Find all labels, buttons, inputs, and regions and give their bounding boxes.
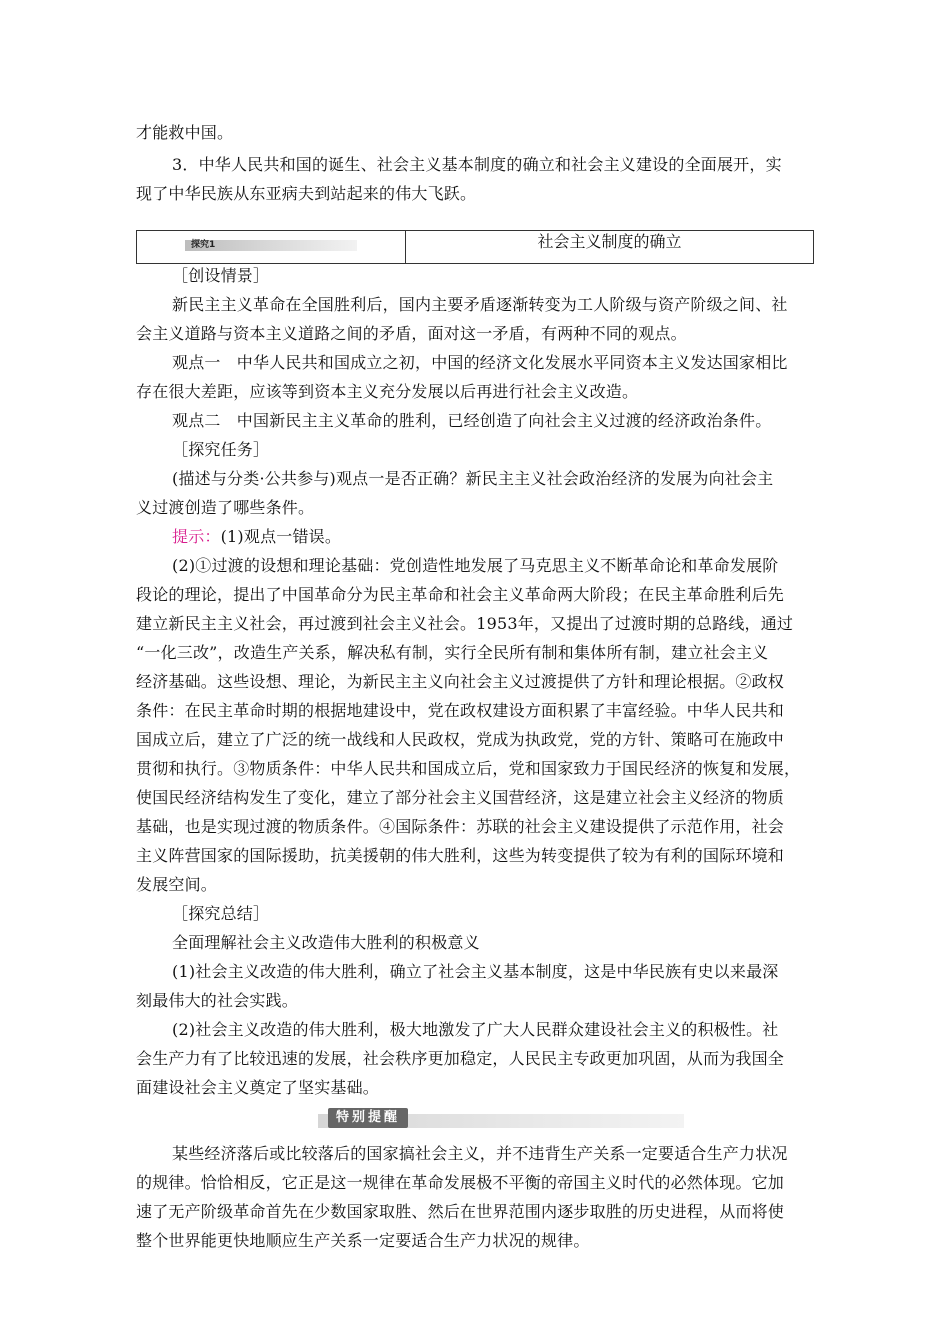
special-reminder-banner <box>318 1108 684 1132</box>
text-line: 义过渡创造了哪些条件。 <box>136 498 315 517</box>
section-title: 社会主义制度的确立 <box>537 232 682 251</box>
text-line: 会主义道路与资本主义道路之间的矛盾，面对这一矛盾，有两种不同的观点。 <box>136 324 687 343</box>
text-line: “一化三改”，改造生产关系，解决私有制，实行全民所有制和集体所有制，建立社会主义 <box>136 643 769 662</box>
text-line: 现了中华民族从东亚病夫到站起来的伟大飞跃。 <box>136 184 477 203</box>
text-line: 刻最伟大的社会实践。 <box>136 991 299 1010</box>
text-line: (1)社会主义改造的伟大胜利，确立了社会主义基本制度，这是中华民族有史以来最深 <box>172 962 779 981</box>
section-badge <box>185 240 357 251</box>
hint-label: 提示： <box>172 527 221 546</box>
text-line: 条件：在民主革命时期的根据地建设中，党在政权建设方面积累了丰富经验。中华人民共和 <box>136 701 785 720</box>
heading-scenario: ［创设情景］ <box>172 266 270 285</box>
text-line: 3．中华人民共和国的诞生、社会主义基本制度的确立和社会主义建设的全面展开，实 <box>172 155 782 174</box>
text-line: 存在很大差距，应该等到资本主义充分发展以后再进行社会主义改造。 <box>136 382 639 401</box>
hint-line <box>172 527 852 547</box>
heading-task: ［探究任务］ <box>172 440 270 459</box>
text-line: 经济基础。这些设想、理论，为新民主主义向社会主义过渡提供了方针和理论根据。②政权 <box>136 672 785 691</box>
heading-summary: ［探究总结］ <box>172 904 270 923</box>
text-line: 才能救中国。 <box>136 123 234 142</box>
text-line: 贯彻和执行。③物质条件：中华人民共和国成立后，党和国家致力于国民经济的恢复和发展， <box>136 759 801 778</box>
text-line: (描述与分类·公共参与)观点一是否正确？新民主主义社会政治经济的发展为向社会主 <box>172 469 774 488</box>
text-line: 的规律。恰恰相反，它正是这一规律在革命发展极不平衡的帝国主义时代的必然体现。它加 <box>136 1173 785 1192</box>
text-line: 速了无产阶级革命首先在少数国家取胜、然后在世界范围内逐步取胜的历史进程，从而将使 <box>136 1202 785 1221</box>
text-line: 新民主主义革命在全国胜利后，国内主要矛盾逐渐转变为工人阶级与资产阶级之间、社 <box>172 295 788 314</box>
section-badge-label: 探究1 <box>191 240 216 250</box>
text-line: 基础，也是实现过渡的物质条件。④国际条件：苏联的社会主义建设提供了示范作用，社会 <box>136 817 785 836</box>
text-line: (2)①过渡的设想和理论基础：党创造性地发展了马克思主义不断革命论和革命发展阶 <box>172 556 779 575</box>
text-line: 发展空间。 <box>136 875 218 894</box>
text-line: 观点一 中华人民共和国成立之初，中国的经济文化发展水平同资本主义发达国家相比 <box>172 353 788 372</box>
special-reminder-label: 特别提醒 <box>328 1108 408 1128</box>
hint-text: (1)观点一错误。 <box>220 527 342 546</box>
text-line: 使国民经济结构发生了变化，建立了部分社会主义国营经济，这是建立社会主义经济的物质 <box>136 788 785 807</box>
text-line: 会生产力有了比较迅速的发展，社会秩序更加稳定，人民民主专政更加巩固，从而为我国全 <box>136 1049 785 1068</box>
text-line: 主义阵营国家的国际援助，抗美援朝的伟大胜利，这些为转变提供了较为有利的国际环境和 <box>136 846 785 865</box>
section-badge-cell <box>137 231 406 263</box>
text-line: 某些经济落后或比较落后的国家搞社会主义，并不违背生产关系一定要适合生产力状况 <box>172 1144 788 1163</box>
text-line: 观点二 中国新民主主义革命的胜利，已经创造了向社会主义过渡的经济政治条件。 <box>172 411 772 430</box>
text-line: 全面理解社会主义改造伟大胜利的积极意义 <box>172 933 480 952</box>
section-header-box <box>136 230 814 264</box>
text-line: (2)社会主义改造的伟大胜利，极大地激发了广大人民群众建设社会主义的积极性。社 <box>172 1020 779 1039</box>
text-line: 面建设社会主义奠定了坚实基础。 <box>136 1078 380 1097</box>
text-line: 国成立后，建立了广泛的统一战线和人民政权，党成为执政党，党的方针、策略可在施政中 <box>136 730 785 749</box>
text-line: 整个世界能更快地顺应生产关系一定要适合生产力状况的规律。 <box>136 1231 590 1250</box>
text-line: 段论的理论，提出了中国革命分为民主革命和社会主义革命两大阶段；在民主革命胜利后先 <box>136 585 785 604</box>
text-line: 建立新民主主义社会，再过渡到社会主义社会。1953年，又提出了过渡时期的总路线，通过 <box>136 614 794 633</box>
